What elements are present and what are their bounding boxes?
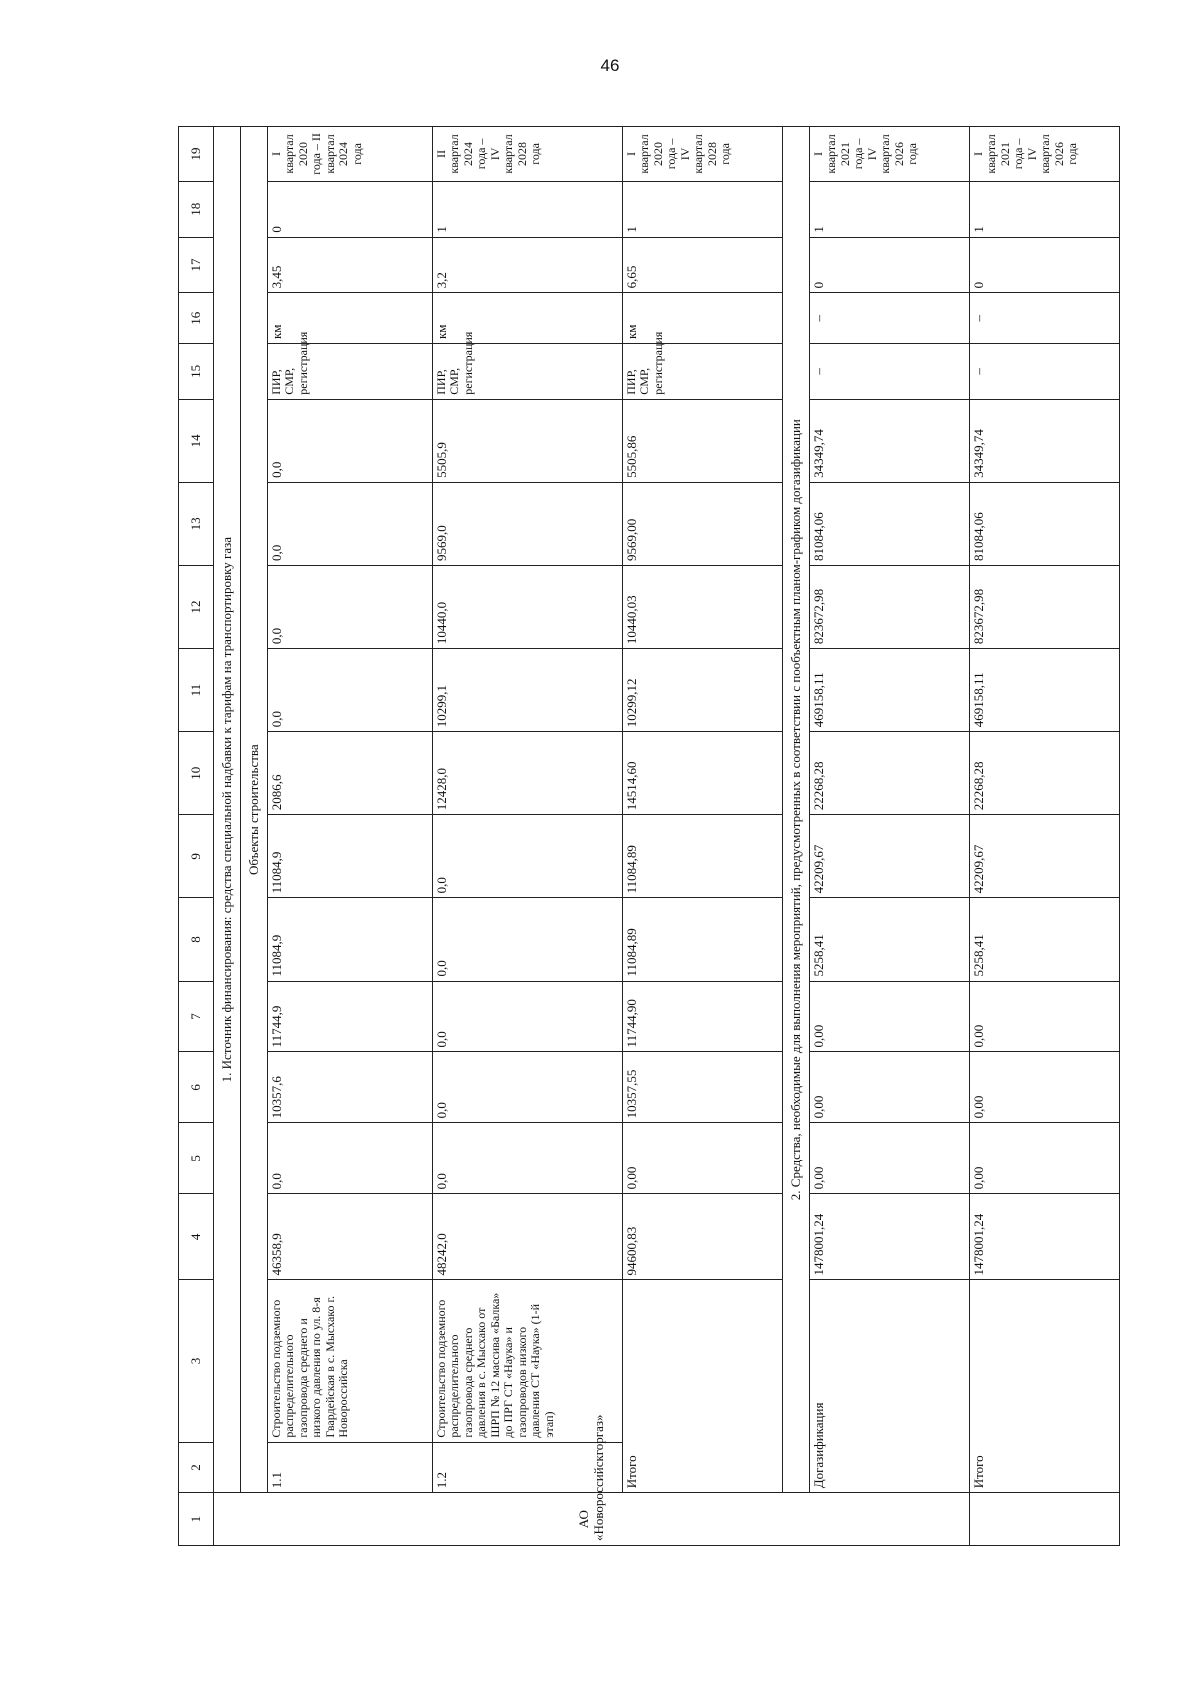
cell-col10: 12428,0: [433, 732, 623, 815]
col-num-9: 9: [179, 815, 214, 898]
col-num-7: 7: [179, 981, 214, 1052]
col-num-19: 19: [179, 127, 214, 182]
cell-col12: 823672,98: [970, 565, 1120, 648]
cell-col10: 22268,28: [810, 732, 970, 815]
cell-col7: 0,0: [433, 981, 623, 1052]
cell-col7: 0,00: [970, 981, 1120, 1052]
col-num-3: 3: [179, 1280, 214, 1442]
col-num-18: 18: [179, 181, 214, 237]
empty-cell: [970, 1493, 1120, 1546]
cell-col14: 34349,74: [970, 399, 1120, 482]
cell-col7: 11744,9: [268, 981, 433, 1052]
cell-col13: 0,0: [268, 482, 433, 565]
count: 1: [970, 181, 1120, 237]
column-number-row: [179, 127, 214, 1546]
table-row: [433, 127, 623, 1546]
cell-col5: 0,00: [623, 1123, 783, 1194]
col-num-2: 2: [179, 1442, 214, 1493]
section1-row: [214, 127, 241, 1546]
period: II квартал 2024 года – IV квартал 2028 года: [433, 127, 623, 182]
period: I квартал 2021 года – IV квартал 2026 года: [970, 127, 1120, 182]
total-label: Итого: [970, 1280, 1120, 1493]
length: 3,45: [268, 237, 433, 293]
cell-col11: 0,0: [268, 649, 433, 732]
col-num-12: 12: [179, 565, 214, 648]
cell-col5: 0,0: [268, 1123, 433, 1194]
length: 3,2: [433, 237, 623, 293]
count: 1: [623, 181, 783, 237]
cell-col10: 14514,60: [623, 732, 783, 815]
cell-col12: 823672,98: [810, 565, 970, 648]
cell-col5: 0,00: [810, 1123, 970, 1194]
cell-col6: 10357,6: [268, 1052, 433, 1123]
cell-col10: 2086,6: [268, 732, 433, 815]
work-type: ПИР, СМР, регистрация: [268, 344, 433, 400]
col-num-13: 13: [179, 482, 214, 565]
col-num-5: 5: [179, 1123, 214, 1194]
section1-title: 1. Источник финансирования: средства специальной надбавки к тарифам на транспортировку газа: [214, 127, 241, 1493]
cell-col14: 5505,9: [433, 399, 623, 482]
length: 0: [810, 237, 970, 293]
cell-col11: 10299,12: [623, 649, 783, 732]
unit: –: [810, 293, 970, 344]
length: 0: [970, 237, 1120, 293]
rotated-table-container: [178, 126, 1103, 1546]
cell-col4: 1478001,24: [810, 1194, 970, 1280]
cell-col4: 48242,0: [433, 1194, 623, 1280]
unit: км: [623, 293, 783, 344]
total-row-section2: [970, 127, 1120, 1546]
cell-col11: 469158,11: [970, 649, 1120, 732]
cell-col13: 9569,00: [623, 482, 783, 565]
row-number: 1.1: [268, 1442, 433, 1493]
period: I квартал 2020 года – II квартал 2024 года: [268, 127, 433, 182]
table-row: [268, 127, 433, 1546]
count: 1: [433, 181, 623, 237]
cell-col12: 10440,03: [623, 565, 783, 648]
unit: км: [268, 293, 433, 344]
col-num-11: 11: [179, 649, 214, 732]
cell-col5: 0,00: [970, 1123, 1120, 1194]
cell-col8: 0,0: [433, 898, 623, 981]
page-number: 46: [600, 56, 620, 75]
cell-col5: 0,0: [433, 1123, 623, 1194]
cell-col9: 42209,67: [970, 815, 1120, 898]
work-type: –: [810, 344, 970, 400]
unit: км: [433, 293, 623, 344]
cell-col10: 22268,28: [970, 732, 1120, 815]
cell-col4: 46358,9: [268, 1194, 433, 1280]
subsection-title: Объекты строительства: [241, 127, 268, 1493]
period: I квартал 2020 года – IV квартал 2028 года: [623, 127, 783, 182]
cell-col9: 11084,9: [268, 815, 433, 898]
cell-col8: 5258,41: [970, 898, 1120, 981]
cell-col12: 0,0: [268, 565, 433, 648]
cell-col14: 5505,86: [623, 399, 783, 482]
work-type: ПИР, СМР, регистрация: [623, 344, 783, 400]
cell-col11: 10299,1: [433, 649, 623, 732]
period: I квартал 2021 года – IV квартал 2026 года: [810, 127, 970, 182]
section2-title: 2. Средства, необходимые для выполнения мероприятий, предусмотренных в соответствии с пообъектным планом-графиком догазификации: [783, 127, 810, 1493]
cell-col12: 10440,0: [433, 565, 623, 648]
col-num-6: 6: [179, 1052, 214, 1123]
col-num-17: 17: [179, 237, 214, 293]
col-num-4: 4: [179, 1194, 214, 1280]
cell-col13: 81084,06: [810, 482, 970, 565]
section2-row: [783, 127, 810, 1546]
work-type: –: [970, 344, 1120, 400]
unit: –: [970, 293, 1120, 344]
cell-col4: 1478001,24: [970, 1194, 1120, 1280]
total-label: Итого: [623, 1280, 783, 1493]
col-num-1: 1: [179, 1493, 214, 1546]
col-num-15: 15: [179, 344, 214, 400]
cell-col11: 469158,11: [810, 649, 970, 732]
cell-col6: 0,00: [970, 1052, 1120, 1123]
cell-col13: 9569,0: [433, 482, 623, 565]
cell-col8: 11084,89: [623, 898, 783, 981]
work-type: ПИР, СМР, регистрация: [433, 344, 623, 400]
cell-col4: 94600,83: [623, 1194, 783, 1280]
gasification-label: Догазификация: [810, 1280, 970, 1493]
cell-col7: 11744,90: [623, 981, 783, 1052]
count: 0: [268, 181, 433, 237]
cell-col6: 10357,55: [623, 1052, 783, 1123]
gasification-row: [810, 127, 970, 1546]
investment-program-table: [178, 126, 1120, 1546]
col-num-10: 10: [179, 732, 214, 815]
count: 1: [810, 181, 970, 237]
row-number: 1.2: [433, 1442, 623, 1493]
cell-col9: 0,0: [433, 815, 623, 898]
cell-col9: 11084,89: [623, 815, 783, 898]
cell-col13: 81084,06: [970, 482, 1120, 565]
subsection-row: [241, 127, 268, 1546]
cell-col9: 42209,67: [810, 815, 970, 898]
length: 6,65: [623, 237, 783, 293]
organization-cell: АО «Новороссийскгоргаз»: [214, 1493, 970, 1546]
cell-col14: 0,0: [268, 399, 433, 482]
object-name: Строительство подземного распределительного газопровода среднего и низкого давления по ул. 8-я Гвардейская в с. Мысхако г. Новороссийска: [268, 1280, 433, 1442]
col-num-16: 16: [179, 293, 214, 344]
cell-col14: 34349,74: [810, 399, 970, 482]
cell-col6: 0,00: [810, 1052, 970, 1123]
col-num-14: 14: [179, 399, 214, 482]
col-num-8: 8: [179, 898, 214, 981]
object-name: Строительство подземного распределительного газопровода среднего давления в с. Мысхако от ШРП № 12 массива «Балка» до ПРГ СТ «Наука» и газопроводов низкого давления СТ «Наука» (1-й этап): [433, 1280, 623, 1442]
cell-col8: 5258,41: [810, 898, 970, 981]
cell-col7: 0,00: [810, 981, 970, 1052]
cell-col6: 0,0: [433, 1052, 623, 1123]
cell-col8: 11084,9: [268, 898, 433, 981]
total-row-section1: [623, 127, 783, 1546]
